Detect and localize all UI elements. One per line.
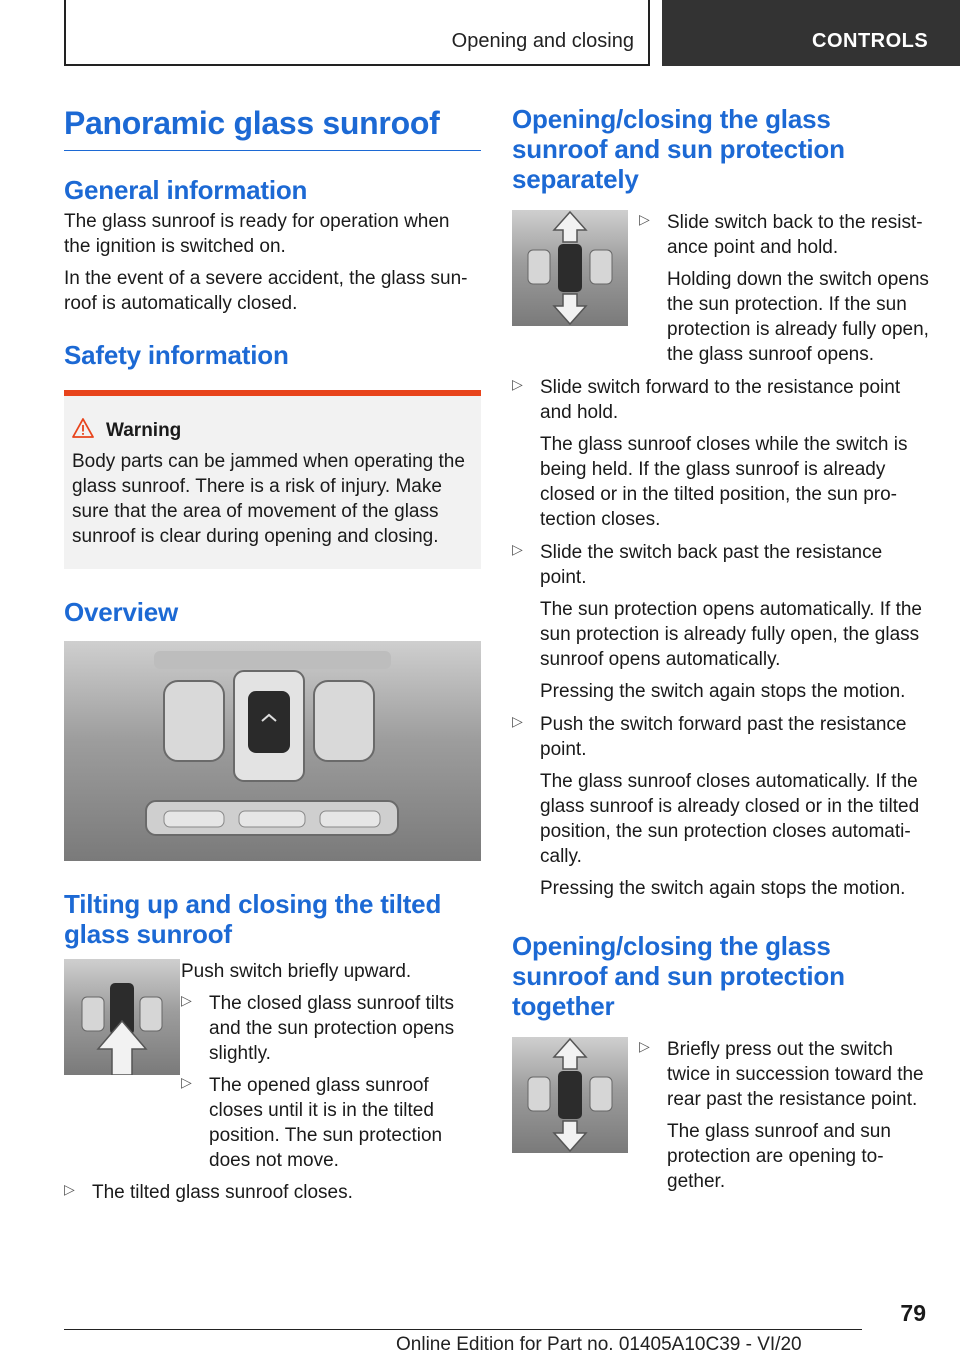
list-item: ▷ The tilted glass sunroof closes. — [64, 1181, 353, 1203]
footer-edition: Online Edition for Part no. 01405A10C39 - VI/20 — [396, 1334, 802, 1355]
switch-press-twice-image — [512, 1037, 628, 1153]
together-section — [512, 1037, 930, 1194]
general-paragraph-2: In the event of a severe accident, the glass sun-roof is automatically closed. — [64, 268, 468, 314]
list-item: ▷ Push the switch forward past the resistance point. The glass sunroof closes automatically. If the glass sunroof is already closed or in the tilted position, the sun protection closes automati-cally. Pressing the switch again stops the motion. — [512, 713, 920, 899]
tilting-heading: Tilting up and closing the tilted glass sunroof — [64, 889, 442, 949]
tilting-intro: Push switch briefly upward. — [181, 961, 412, 982]
bullet-triangle-icon: ▷ — [512, 376, 523, 392]
warning-title: Warning — [106, 419, 182, 441]
warning-triangle-icon — [72, 418, 94, 443]
switch-push-up-image — [64, 959, 180, 1075]
general-paragraph-1: The glass sunroof is ready for operation when the ignition is switched on. — [64, 211, 450, 257]
bullet-triangle-icon: ▷ — [181, 992, 192, 1008]
overview-image — [64, 641, 481, 861]
footer-rule — [64, 1329, 862, 1330]
header-chapter-tab — [662, 0, 960, 66]
page-title: Panoramic glass sunroof — [64, 100, 481, 151]
bullet-triangle-icon: ▷ — [639, 1038, 650, 1054]
bullet-triangle-icon: ▷ — [64, 1181, 75, 1197]
separately-heading: Opening/closing the glass sunroof and sun protection separately — [512, 104, 845, 194]
header-chapter-label: CONTROLS — [812, 30, 929, 52]
tilting-list-final — [64, 1180, 481, 1205]
left-column — [64, 100, 481, 1205]
list-item: ▷ The closed glass sunroof tilts and the sun protection opens slightly. — [181, 992, 455, 1064]
bullet-triangle-icon: ▷ — [181, 1074, 192, 1090]
bullet-triangle-icon: ▷ — [639, 211, 650, 227]
overview-heading: Overview — [64, 597, 179, 627]
separately-list-1 — [639, 210, 930, 367]
list-item: ▷ Slide switch back to the resist-ance point and hold. Holding down the switch opens the sun protection. If the sun protection is already fully open, the glass sunroof opens. — [639, 211, 929, 365]
switch-slide-image — [512, 210, 628, 326]
page-number: 79 — [900, 1300, 926, 1326]
list-item: ▷ Slide the switch back past the resistance point. The sun protection opens automatically. If the sun protection is already fully open, the glass sunroof opens automatically. Pressing the switch again stops the motion. — [512, 541, 922, 702]
separately-list-2 — [512, 375, 930, 901]
separately-section — [512, 210, 930, 901]
header-section-box — [64, 0, 650, 66]
together-heading: Opening/closing the glass sunroof and sun protection together — [512, 931, 845, 1021]
safety-information-heading: Safety information — [64, 340, 289, 370]
list-item: ▷ Briefly press out the switch twice in succession toward the rear past the resistance point. The glass sunroof and sun protection are opening to-gether. — [639, 1038, 924, 1192]
warning-box — [64, 390, 481, 569]
tilting-section — [64, 959, 481, 1205]
bullet-triangle-icon: ▷ — [512, 713, 523, 729]
bullet-triangle-icon: ▷ — [512, 541, 523, 557]
list-item: ▷ The opened glass sunroof closes until it is in the tilted position. The sun protection does not move. — [181, 1074, 443, 1171]
together-list — [639, 1037, 930, 1194]
warning-text: Body parts can be jammed when operating the glass sunroof. There is a risk of injury. Make sure that the area of movement of the glass sunroof is clear during opening and closing. — [72, 451, 465, 547]
right-column — [512, 104, 930, 1194]
tilting-list — [181, 991, 481, 1173]
general-information-heading: General information — [64, 175, 308, 205]
header-section-title: Opening and closing — [451, 30, 634, 52]
list-item: ▷ Slide switch forward to the resistance point and hold. The glass sunroof closes while the switch is being held. If the glass sunroof is already closed or in the tilted position, the sun pro-tection closes. — [512, 376, 908, 530]
